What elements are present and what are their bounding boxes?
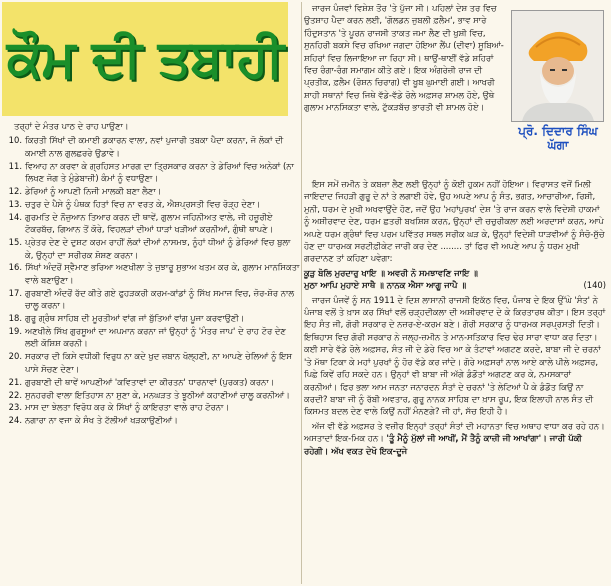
list-number: 24. <box>8 415 22 426</box>
author-byline <box>510 124 606 152</box>
list-item <box>4 185 300 197</box>
list-number: 11. <box>8 160 22 171</box>
list-item <box>4 401 300 413</box>
list-number: 16. <box>8 262 22 273</box>
article-paragraph: ਜਾਰਜ ਪੰਜਵੇਂ ਨੂੰ ਸਨ 1911 ਦੇ ਦਿਸ਼ ਲਾਸਾਨੀ ਰਾਜਸੀ ਇਕੱਠ ਵਿਚ, ਪੰਜਾਬ ਦੇ ਇਕ ਉੱਘੇ 'ਸੰਤ' ਨੇ ਪੰਜਾਬ ਵਲੋਂ ਤੇ ਖ਼ਾਸ ਕਰ ਸਿੱਖਾਂ ਵਲੋਂ ਚੜ੍ਹਦੀਕਲਾ ਦੀ ਅਸ਼ੀਰਵਾਦ ਦੇ ਕੇ ਕਿਰਤਾਰਥ ਕੀਤਾ। ਇਸ ਤਰ੍ਹਾਂ ਇਹ ਸੰਤ ਜੀ, ਗੋਰੀ ਸਰਕਾਰ ਦੇ ਨਜ਼ਰ-ਏ-ਕਰਮ ਬਣੇ। ਗੋਰੀ ਸਰਕਾਰ ਨੂੰ ਧਾਰਮਕ ਸਰਪ੍ਰਸਤੀ ਦਿਤੀ। ਇਥਿਹਾਸ ਵਿਚ ਗੋਰੀ ਸਰਕਾਰ ਨੇ ਜਲ੍ਹ-ਜ਼ਮੀਨ ਤੇ ਮਾਨ-ਸਤਿਕਾਰ ਵਿਚ ਢੇਰ ਸਾਰਾ ਵਾਧਾ ਕਰ ਦਿਤਾ। ਕਈ ਸਾਰੇ ਵੱਡੇ ਰੋਲੇ ਅਫ਼ਸਰ, ਸੰਤ ਜੀ ਦੇ ਡੇਰੇ ਵਿਚ ਆ ਕੇ ਤੰਟਾਵਾਂ ਅਗਟਣ ਕਰਦੇ, ਬਾਬਾ ਜੀ ਦੇ ਚਰਨਾਂ 'ਤੇ ਮੱਥਾ ਟਿਕਾ ਕੇ ਮਹਾਂ ਪੁਰਖਾਂ ਨੂੰ ਹੋਰ ਵੱਡੇ ਕਰ ਜਾਂਦੇ। ਗੋਰੇ ਅਫ਼ਸਰਾਂ ਨਾਲ ਆਏ ਕਾਲੇ ਪੀਲੇ ਅਫ਼ਸਰ, ਪਿਛੇ ਕਿਵੇਂ ਰਹਿ ਸਕਦੇ ਹਨ। ਉਨ੍ਹਾਂ ਵੀ ਬਾਬਾ ਜੀ ਅੱਗੇ ਡੰਡੌਤਾਂ ਅਗਟਣ ਕਰ ਕੇ, ਨਮਸਕਾਰਾਂ ਕਰਨੀਆਂ। ਫਿਰ ਭਲਾ ਆਮ ਜਨਤਾ ਜਨਾਰਦਨ ਸੰਤਾਂ ਦੇ ਚਰਨਾਂ 'ਤੇ ਲੇਟਿਆਂ ਪੈ ਕੇ ਡੰਡੌਤ ਕਿਉਂ ਨਾ ਕਰਦੀ? ਬਾਬਾ ਜੀ ਨੂੰ ਰੱਬੀ ਅਵਤਾਰ, ਗੁਰੂ ਨਾਨਕ ਸਾਹਿਬ ਦਾ ਖ਼ਾਸ ਰੂਪ, ਇਕ ਇਲਾਹੀ ਨਾਲ ਸੰਤ ਦੀ ਕਿਸਮਤ ਬਦਲ ਦੇਣ ਵਾਲੇ ਕਿਉਂ ਨਹੀਂ ਮੰਨਣਗੇ? ਜੀ ਹਾਂ, ਸੱਚ ਇਹੀ ਹੈ। <box>304 294 606 417</box>
left-intro: ਤਰ੍ਹਾਂ ਦੇ ਮੰਤਰ ਪਾਠ ਦੇ ਰਾਹ ਪਾਉਣਾ। <box>14 121 129 131</box>
list-number: 14. <box>8 211 22 222</box>
list-text: ਨਗਾਰਾ ਨਾ ਵਜਾ ਕੇ ਸੰਖ ਤੇ ਟੱਲੀਆਂ ਖੜਕਾਉਣੀਆਂ। <box>25 415 178 426</box>
scripture-quote <box>304 267 606 292</box>
list-item <box>4 134 300 159</box>
headline-banner <box>2 2 288 116</box>
list-text: ਪ੍ਰੇਤਰ ਦੇਣ ਦੇ ਦੁਸ਼ਟ ਕਰਮ ਰਾਹੀਂ ਲੋਕਾਂ ਦੀਆਂ ਨਾਸਮਝ, ਨੂੰਹਾਂ ਧੀਆਂ ਨੂੰ ਡੇਰਿਆਂ ਵਿਚ ਬੁਲਾ ਕੇ, ਉਨ੍ਹਾਂ ਦਾ ਸਰੀਰਕ ਸ਼ੋਸ਼ਣ ਕਰਨਾ। <box>25 237 291 260</box>
list-item <box>4 389 300 401</box>
list-item <box>4 198 300 210</box>
list-number: 13. <box>8 198 22 209</box>
author-name: ਪ੍ਰੋ. ਦਿਦਾਰ ਸਿੰਘ <box>518 124 598 138</box>
list-text: ਸਰਕਾਰ ਦੀ ਕਿਸੇ ਵਧੀਕੀ ਵਿਰੁਧ ਨਾ ਕਦੇ ਖੁਦ ਜ਼ਬਾਨ ਖੋਲ੍ਹਣੀ, ਨਾ ਆਪਣੇ ਚੇਲਿਆਂ ਨੂੰ ਇਸ ਪਾਸੇ ਸੋਚਣ ਦੇਣਾ। <box>25 351 292 374</box>
list-item <box>4 312 300 324</box>
list-number: 10. <box>8 135 22 146</box>
list-item <box>4 160 300 185</box>
list-number: 15. <box>8 237 22 248</box>
list-item <box>4 350 300 375</box>
right-column-bottom <box>304 178 606 459</box>
list-item <box>4 211 300 236</box>
left-column <box>4 120 300 427</box>
list-text: ਅਣਖੀਲੇ ਸਿੱਖ ਗੁਰਸੂਆਂ ਦਾ ਅਪਮਾਨ ਕਰਨਾ ਜਾਂ ਉਨ੍ਹਾਂ ਨੂੰ 'ਮੰਤਰ ਜਾਪ' ਦੇ ਰਾਹ ਟੋਰ ਦੇਣ ਲਈ ਕੋਸ਼ਿਸ਼ ਕਰਨੀ। <box>25 326 286 349</box>
list-item <box>4 414 300 426</box>
list-item <box>4 287 300 312</box>
list-number: 22. <box>8 389 22 400</box>
headline-title: ਕੌਮ ਦੀ ਤਬਾਹੀ <box>6 29 284 89</box>
list-number: 18. <box>8 313 22 324</box>
quote-reference: (140) <box>583 280 606 291</box>
right-column-top <box>304 2 506 114</box>
author-photo <box>511 10 604 122</box>
list-text: ਗੁਰੂ ਗ੍ਰੰਥ ਸਾਹਿਬ ਦੀ ਮੂਰਤੀਆਂ ਵਾਂਗ ਜਾਂ ਬੁੱਤਿਆਂ ਵਾਂਗ ਪੂਜਾ ਕਰਵਾਉਣੀ। <box>25 313 245 324</box>
list-text: ਸੁਨਹਰਰੀ ਵਾਲਾ ਇਤਿਹਾਸ ਨਾ ਸੁਣਾ ਕੇ, ਮਨਘੜਤ ਤੇ ਝੂਠੀਆਂ ਕਹਾਣੀਆਂ ਚਾਲੂ ਕਰਨੀਆਂ। <box>25 389 290 400</box>
article-text: ਅੱਜ ਵੀ ਵੱਡੇ ਅਫ਼ਸਰ ਤੇ ਵਜ਼ੀਰ ਇਨ੍ਹਾਂ ਤਰ੍ਹਾਂ ਸੰਤਾਂ ਦੀ ਮਹਾਨਤਾ ਵਿਚ ਅਥਾਹ ਵਾਧਾ ਕਰ ਰਹੇ ਹਨ। ਅਸਤਾਦਾਂ ਇਕ-ਮਿਕ ਹਨ। <box>304 420 605 444</box>
list-text: ਗੁਰਬਾਣੀ ਦੀ ਥਾਵੇਂ ਆਪਣੀਆਂ 'ਕਵਿਤਾਵਾਂ ਦਾ ਕੀਰਤਨ' ਧਾਰਨਾਵਾਂ (ਪੁਰਕਤ) ਕਰਨਾ। <box>25 376 275 387</box>
list-text: ਚਤੁਰ ਦੇ ਪੈਸੇ ਨੂੰ ਪੰਥਕ ਹਿਤਾਂ ਵਿਚ ਨਾ ਵਰਤ ਕੇ, ਐਸ਼ਪ੍ਰਸਤੀ ਵਿਚ ਰੋੜ੍ਹ ਦੇਣਾ। <box>25 198 261 209</box>
list-number: 12. <box>8 186 22 197</box>
list-item <box>4 325 300 350</box>
closing-bold-text: 'ਤੂੰ ਮੈਨੂੰ ਮੁੱਲਾਂ ਜੀ ਆਖੀਂ, ਮੈਂ ਤੈਨੂੰ ਕਾਜ਼ੀ ਜੀ ਆਖਾਂਗਾ'। ਜਾਰੀ ਪੱਕੀ ਰਹੇਗੀ। ਅੱਖ ਵਕਤ ਦੇਖੋ ਇਕ-ਦੂਜੇ <box>304 433 582 456</box>
list-number: 23. <box>8 402 22 413</box>
list-text: ਕਿਰਤੀ ਸਿੱਖਾਂ ਦੀ ਕਮਾਈ ਡਕਾਰਨ ਵਾਲਾ, ਨਵਾਂ ਪੁਜਾਰੀ ਤਬਕਾ ਪੈਦਾ ਕਰਨਾ, ਜੋ ਲੋਕਾਂ ਦੀ ਕਮਾਈ ਨਾਲ ਗੁਲਛਰਰੇ ਉਡਾਵੇ। <box>25 135 284 158</box>
article-paragraph: ਜਾਰਜ ਪੰਜਵਾਂ ਵਿਸ਼ੇਸ਼ ਤੌਰ 'ਤੇ ਪੁੱਜਾ ਸੀ। ਪਹਿਲਾਂ ਦੇਸ਼ ਤਰ ਵਿਚ ਉਤਸ਼ਾਹ ਪੈਦਾ ਕਰਨ ਲਈ, 'ਗੋਲਡਨ ਜੁਬਲੀ ਫ਼ਲੈਮ', ਭਾਵ ਸਾਰੇ ਹਿੰਦੁਸਤਾਨ 'ਤੇ ਪੂਰਨ ਰਾਜਸੀ ਤਾਕਤ ਜਮਾ ਲੈਣ ਦੀ ਖੁਸ਼ੀ ਵਿਚ, ਸੁਨਹਿਰੀ ਬਕਸੇ ਵਿਚ ਰਖਿਆ ਜਗਦਾ ਹੋਇਆ ਲੈਂਪ (ਦੀਵਾ) ਸੂਬਿਆਂ-ਸ਼ਹਿਰਾਂ ਵਿਚ ਲਿਜਾਇਆ ਜਾ ਰਿਹਾ ਸੀ। ਥਾਉਂ-ਥਾਈਂ ਵੱਡੇ ਸ਼ਹਿਰਾਂ ਵਿਚ ਰੰਗਾ-ਰੰਗ ਸਮਾਗਮ ਕੀਤੇ ਗਏ। ਇਕ ਅੰਗਰੇਜ਼ੀ ਰਾਜ ਦੀ ਪ੍ਰਤੀਕ, ਫ਼ਲੈਮ (ਰੋਸ਼ਨ ਚਿਰਾਗ) ਵੀ ਖੂਬ ਘੁਮਾਈ ਗਈ। ਆਖਰੀ ਸ਼ਾਹੀ ਸਥਾਨਾਂ ਵਿਚ ਜਿਥੇ ਵੱਡੇ-ਵੱਡੇ ਰੋਲੇ ਅਫ਼ਸਰ ਸ਼ਾਮਲ ਹੋਏ, ਉਥੇ ਗੁਲਾਮ ਮਾਨਸਿਕਤਾ ਵਾਲੇ, ਟੁੱਕੜਬੱਚ ਭਾਰਤੀ ਵੀ ਸ਼ਾਮਲ ਹੋਏ। <box>304 3 504 113</box>
list-number: 20. <box>8 351 22 362</box>
quote-line: ਕੂੜੁ ਬੋਲਿ ਮੁਰਦਾਰੁ ਖਾਇ ॥ ਅਵਰੀ ਨੋ ਸਮਝਾਵਣਿ ਜਾਇ ॥ <box>304 267 478 278</box>
article-paragraph: ਇਸ ਸਮੇਂ ਜ਼ਮੀਨ ਤੇ ਕਬਜ਼ਾ ਲੈਣ ਲਈ ਉਨ੍ਹਾਂ ਨੂੰ ਕੋਈ ਹੁਕਮ ਨਹੀਂ ਹੋਇਆ। ਵਿਰਾਸਤ ਵਜੋਂ ਮਿਲੀ ਜਾਇਦਾਦ ਜਿਹੜੀ ਗੁਰੂ ਦੇ ਨਾਂ ਤੇ ਲਗਾਈ ਹੋਵੇ, ਉਹ ਅਪਣੇ ਆਪ ਨੂੰ ਸੰਤ, ਭਗਤ, ਆਚਾਰੀਆ, ਰਿਸ਼ੀ, ਮੁਨੀ, ਧਰਮ ਦੇ ਮੁਖੀ ਅਖਵਾਉਂਦੇ ਹੋਣ, ਜਦੋਂ ਉਹ 'ਮਹਾਂਪੁਰਖ' ਦੇਸ਼ 'ਤੇ ਰਾਜ ਕਰਨ ਵਾਲੇ ਵਿਦੇਸ਼ੀ ਹਾਕਮਾਂ ਨੂੰ ਅਸ਼ੀਰਵਾਦ ਦੇਣ, ਧਰਮ ਛਤਰੀ ਬਖਸ਼ਿਸ਼ ਕਰਨ, ਉਨ੍ਹਾਂ ਦੀ ਚਚੁਰੀਕਲਾ ਲਈ ਅਰਦਾਸਾਂ ਕਰਨ, ਆਪੇ ਅਪਣੇ ਧਰਮ ਗ੍ਰੰਥਾਂ ਵਿਚ ਪਰਮ ਪਵਿੱਤਰ ਸਥਲ ਸਰੀਕ ਘੜ ਕੇ, ਉਨ੍ਹਾਂ ਵਿਦੇਸ਼ੀ ਧਾੜਵੀਆਂ ਨੂੰ ਸੰਚੋ-ਸੁੱਚੇ ਹੋਣ ਦਾ ਧਾਰਮਕ ਸਰਟੀਫ਼ੀਕੇਟ ਜਾਰੀ ਕਰ ਦੇਣ ........ ਤਾਂ ਫਿਰ ਵੀ ਅਪਣੇ ਆਪ ਨੂੰ ਧਰਮ ਮੁਖੀ ਗਰਦਾਨਣ ਤਾਂ ਕਹਿਣਾ ਪਵੇਗਾ: <box>304 179 605 264</box>
author-surname: ਘੱਗਾ <box>547 138 569 152</box>
list-number: 21. <box>8 376 22 387</box>
list-text: ਮਾਸ ਦਾ ਝੇਲਤਾ ਵਿਰੋਧ ਕਰ ਕੇ ਸਿੱਖਾਂ ਨੂੰ ਕਾਇਰਤਾ ਵਾਲੇ ਰਾਹ ਟੋਰਨਾ। <box>25 402 230 413</box>
quote-line-text: ਮੁਠਾ ਆਪਿ ਮੁਹਾਏ ਸਾਥੈ ॥ ਨਾਨਕ ਐਸਾ ਆਗੂ ਜਾਪੈ ॥ <box>304 280 466 291</box>
quote-line <box>304 279 606 291</box>
list-text: ਡੇਰਿਆਂ ਨੂੰ ਆਪਣੀ ਨਿਜੀ ਮਾਲਕੀ ਬਣਾ ਲੈਣਾ। <box>25 186 162 197</box>
list-text: ਗੁਰਮਤਿ ਦੇ ਨੌਜੁਆਨ ਤਿਆਰ ਕਰਨ ਦੀ ਥਾਵੇਂ, ਗੁਲਾਮ ਜਹਿਨੀਅਤ ਵਾਲੇ, ਜੀ ਹਜ਼ੂਰੀਏ ਟੋਕਰਬੱਚ, ਗਿਆਨ ਤੋਂ ਕੋਰੇ, ਵਿਹਲੜਾਂ ਦੀਆਂ ਧਾੜਾਂ ਖੜੀਆਂ ਕਰਨੀਆਂ, ਗੁੰਥੀ ਥਾਪਣੇ। <box>25 211 274 235</box>
list-text: ਸਿੱਖਾਂ ਅੰਦਰੋਂ ਸ੍ਵੈਮਾਣ ਭਰਿਆ ਅਣਖੀਲਾ ਤੇ ਜੁਝਾਰੂ ਸੁਭਾਅ ਖਤਮ ਕਰ ਕੇ, ਗੁਲਾਮ ਮਾਨਸਿਕਤਾ ਵਾਲੇ ਬਣਾਉਣਾ। <box>25 262 300 285</box>
list-item <box>4 261 300 286</box>
list-item <box>4 376 300 388</box>
numbered-list <box>4 134 300 426</box>
list-text: ਗੁਰਬਾਣੀ ਅੰਦਰੋਂ ਰੱਦ ਕੀਤੇ ਗਏ ਫੁਹੜਕਰੀ ਕਰਮ-ਕਾਂਡਾਂ ਨੂੰ ਸਿੱਖ ਸਮਾਜ ਵਿਚ, ਜ਼ੋਰ-ਸ਼ੋਰ ਨਾਲ ਚਾਲੂ ਕਰਨਾ। <box>25 287 295 311</box>
list-number: 17. <box>8 287 22 298</box>
author-portrait-image <box>512 11 603 121</box>
article-paragraph <box>304 420 606 457</box>
list-text: ਵਿਆਹ ਨਾ ਕਰਵਾ ਕੇ ਗ੍ਰਹਿਸਤ ਮਾਰਗ ਦਾ ਤ੍ਰਿਸਕਾਰ ਕਰਨਾ ਤੇ ਡੇਰਿਆਂ ਵਿਚ ਅਨੇਕਾਂ (ਨਾ ਲਿਖਣ ਜੋਗ ਤੇ ਮੁੰਡੇਬਾਜ਼ੀ) ਕੰਮਾਂ ਨੂੰ ਵਧਾਉਣਾ। <box>25 160 294 184</box>
column-divider <box>301 2 302 584</box>
list-number: 19. <box>8 326 22 336</box>
list-item <box>4 236 300 261</box>
